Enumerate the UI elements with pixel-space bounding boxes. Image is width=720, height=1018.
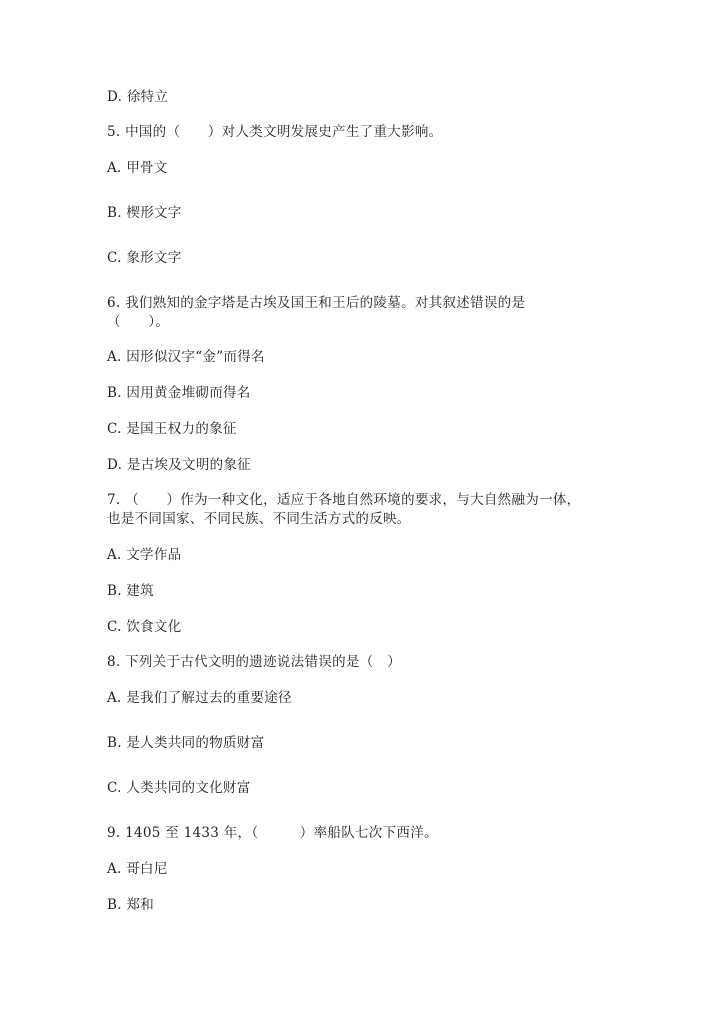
q9-option-b: B. 郑和 xyxy=(107,897,155,913)
q5-question: 5. 中国的（ ）对人类文明发展史产生了重大影响。 xyxy=(107,124,443,140)
q8-option-b: B. 是人类共同的物质财富 xyxy=(107,735,265,751)
q6-option-b: B. 因用黄金堆砌而得名 xyxy=(107,385,251,401)
q9-question: 9. 1405 至 1433 年，（ ）率船队七次下西洋。 xyxy=(107,825,438,841)
q7-question-line2: 也是不同国家、不同民族、不同生活方式的反映。 xyxy=(107,511,411,527)
q8-question: 8. 下列关于古代文明的遗迹说法错误的是（ ） xyxy=(107,654,402,670)
q5-option-a: A. 甲骨文 xyxy=(107,160,168,176)
q7-question-line1: 7. （ ）作为一种文化，适应于各地自然环境的要求，与大自然融为一体， xyxy=(107,492,581,508)
q8-option-a: A. 是我们了解过去的重要途径 xyxy=(107,690,292,706)
q7-option-b: B. 建筑 xyxy=(107,583,155,599)
q7-option-a: A. 文学作品 xyxy=(107,547,182,563)
q9-option-a: A. 哥白尼 xyxy=(107,861,168,877)
q6-question-line2: （ ）。 xyxy=(107,314,170,330)
q4-option-d: D. 徐特立 xyxy=(107,89,169,105)
q6-option-d: D. 是古埃及文明的象征 xyxy=(107,457,252,473)
q5-option-b: B. 楔形文字 xyxy=(107,205,182,221)
q5-option-c: C. 象形文字 xyxy=(107,250,182,266)
q7-option-c: C. 饮食文化 xyxy=(107,619,182,635)
q6-option-c: C. 是国王权力的象征 xyxy=(107,421,237,437)
q6-question-line1: 6. 我们熟知的金字塔是古埃及国王和王后的陵墓。对其叙述错误的是 xyxy=(107,295,526,311)
q8-option-c: C. 人类共同的文化财富 xyxy=(107,780,251,796)
q6-option-a: A. 因形似汉字“金”而得名 xyxy=(107,349,265,365)
